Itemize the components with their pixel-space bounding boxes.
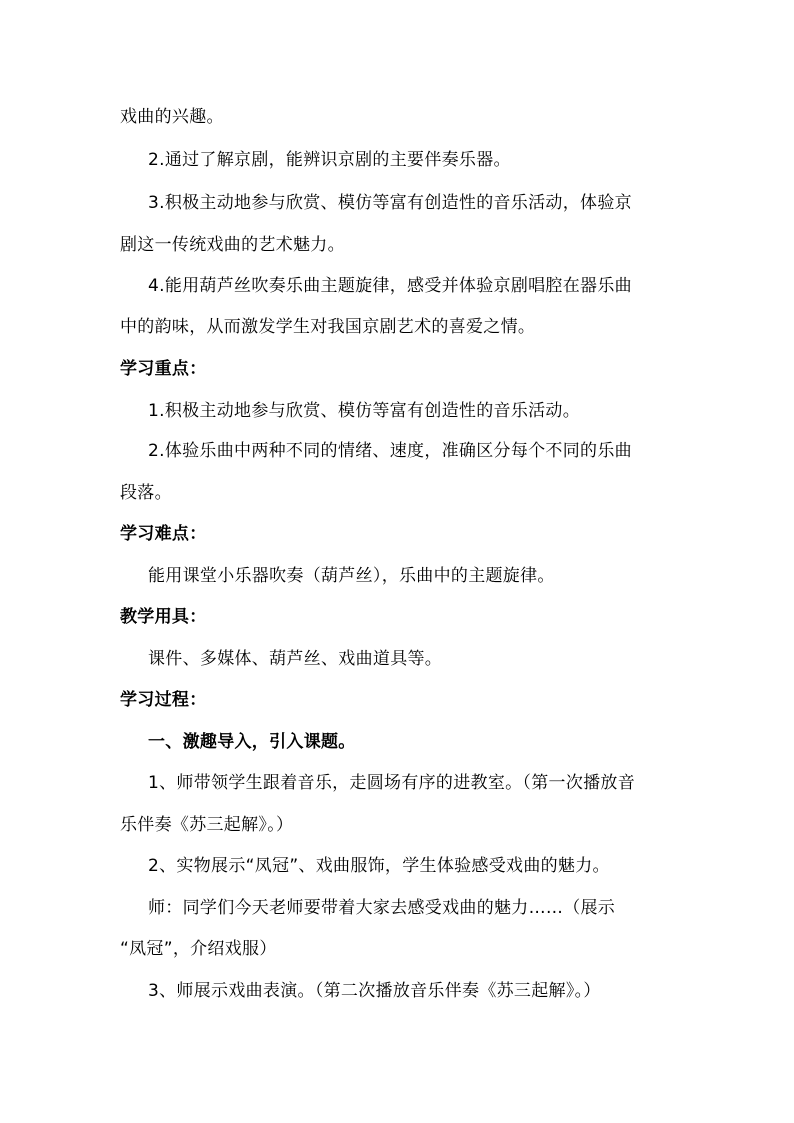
subsection-heading: 一、激趣导入，引入课题。	[148, 732, 356, 752]
paragraph-line: 1、师带领学生跟着音乐，走圆场有序的进教室。（第一次播放音	[148, 773, 636, 793]
paragraph-line: 2.体验乐曲中两种不同的情绪、速度，准确区分每个不同的乐曲	[148, 441, 632, 461]
paragraph-line: 乐伴奏《苏三起解》。）	[120, 815, 294, 835]
paragraph-line: 1.积极主动地参与欣赏、模仿等富有创造性的音乐活动。	[148, 401, 581, 421]
section-heading: 教学用具：	[120, 607, 207, 627]
paragraph-line: 剧这一传统戏曲的艺术魅力。	[120, 235, 345, 255]
paragraph-line: 4.能用葫芦丝吹奏乐曲主题旋律，感受并体验京剧唱腔在器乐曲	[148, 276, 632, 296]
paragraph-line: “凤冠”，介绍戏服）	[120, 939, 277, 959]
paragraph-line: 戏曲的兴趣。	[120, 107, 224, 127]
paragraph-line: 3.积极主动地参与欣赏、模仿等富有创造性的音乐活动，体验京	[148, 193, 632, 213]
section-heading: 学习重点：	[120, 359, 207, 379]
paragraph-line: 课件、多媒体、葫芦丝、戏曲道具等。	[148, 649, 443, 669]
section-heading: 学习过程：	[120, 690, 207, 710]
paragraph-line: 段落。	[120, 483, 172, 503]
paragraph-line: 师：同学们今天老师要带着大家去感受戏曲的魅力……（展示	[148, 898, 616, 918]
paragraph-line: 中的韵味，从而激发学生对我国京剧艺术的喜爱之情。	[120, 317, 536, 337]
paragraph-line: 2.通过了解京剧，能辨识京剧的主要伴奏乐器。	[148, 150, 511, 170]
paragraph-line: 2、实物展示“凤冠”、戏曲服饰，学生体验感受戏曲的魅力。	[148, 856, 610, 876]
paragraph-line: 3、师展示戏曲表演。（第二次播放音乐伴奏《苏三起解》。）	[148, 981, 601, 1001]
paragraph-line: 能用课堂小乐器吹奏（葫芦丝），乐曲中的主题旋律。	[148, 566, 555, 586]
section-heading: 学习难点：	[120, 524, 207, 544]
